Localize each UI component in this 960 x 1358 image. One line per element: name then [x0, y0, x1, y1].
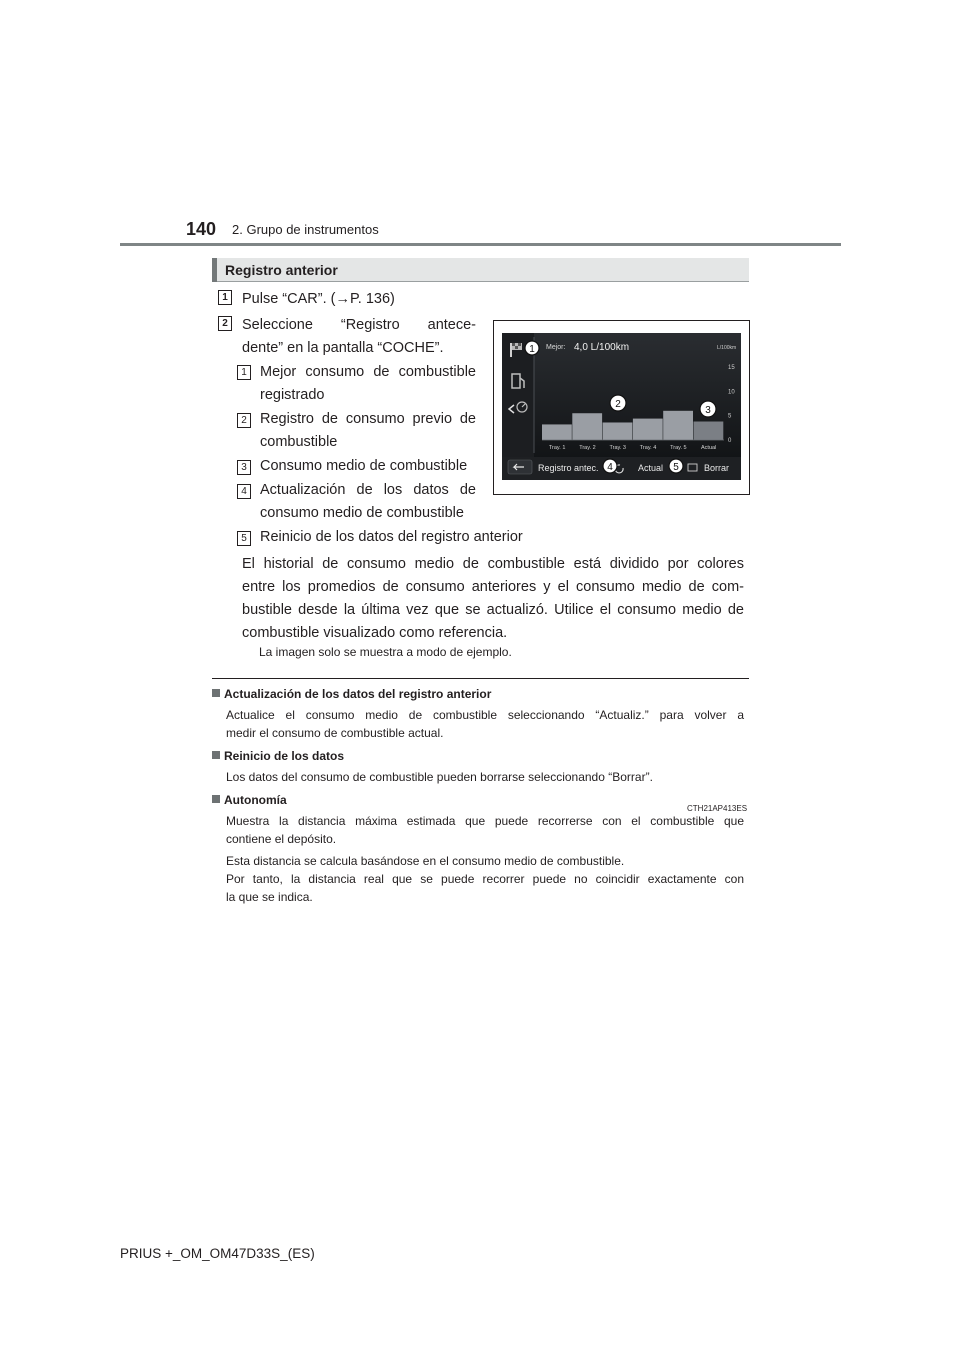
body-paragraph-line: bustible desde la última vez que se actualizó. Utilice el consumo medio de: [242, 602, 744, 618]
info-text: medir el consumo de combustible actual.: [226, 726, 444, 740]
info-text: Actualice el consumo medio de combustible seleccionando “Actualiz.” para volver a: [226, 708, 744, 722]
callout-number: 2: [237, 413, 251, 428]
display-screen: [502, 333, 741, 480]
unit-label: L/100km: [717, 345, 737, 351]
callout-text: Actualización de los datos de: [260, 482, 476, 498]
svg-text:4: 4: [607, 462, 613, 473]
callout-marker: [610, 395, 626, 411]
step-number: 1: [218, 290, 232, 305]
step-number: 2: [218, 316, 232, 331]
info-heading: Reinicio de los datos: [212, 749, 344, 763]
best-value: 4,0 L/100km: [574, 342, 630, 353]
y-tick-label: 0: [728, 438, 732, 444]
callout-number: 1: [237, 365, 251, 380]
body-paragraph-line: combustible visualizado como referencia.: [242, 625, 508, 641]
best-label: Mejor:: [546, 344, 566, 351]
callout-marker: [603, 459, 617, 473]
callout-number: 3: [237, 460, 251, 475]
chapter-title: 2. Grupo de instrumentos: [232, 222, 379, 237]
x-tick-label: Tray. 4: [639, 445, 657, 451]
footer-model-code: PRIUS +_OM_OM47D33S_(ES): [120, 1246, 315, 1261]
bar: [603, 422, 633, 440]
info-heading: Actualización de los datos del registro anterior: [212, 687, 491, 701]
callout-text: Mejor consumo de combustible: [260, 364, 476, 380]
body-paragraph-line: entre los promedios de consumo anteriores y el consumo medio de com-: [242, 579, 744, 595]
callout-number: 5: [237, 531, 251, 546]
callout-text: Registro de consumo previo de: [260, 411, 476, 427]
step-text: dente” en la pantalla “COCHE”.: [242, 340, 444, 356]
y-tick-label: 15: [728, 365, 735, 371]
x-tick-label: Tray. 2: [579, 445, 596, 451]
callout-text: Reinicio de los datos del registro anterior: [260, 529, 523, 545]
callout-marker: [700, 401, 716, 417]
page-number: 140: [186, 219, 217, 239]
x-tick-label: Actual: [701, 445, 717, 451]
callout-marker: [669, 459, 683, 473]
callout-text: combustible: [260, 434, 338, 450]
bar: [663, 411, 693, 440]
step-text: Seleccione “Registro antece-: [242, 317, 476, 333]
info-text: la que se indica.: [226, 890, 313, 904]
clear-button[interactable]: Borrar: [704, 463, 730, 473]
bar: [633, 419, 663, 440]
screen-graphic: [502, 333, 741, 480]
svg-text:1: 1: [529, 344, 535, 355]
callout-text: Consumo medio de combustible: [260, 458, 468, 474]
history-button[interactable]: Registro antec.: [538, 463, 599, 473]
svg-text:5: 5: [673, 462, 679, 473]
example-note: La imagen solo se muestra a modo de ejemplo.: [259, 645, 512, 659]
info-text: Los datos del consumo de combustible pueden borrarse seleccionando “Borrar”.: [226, 770, 653, 784]
step-text: Pulse “CAR”. (→P. 136): [242, 291, 395, 307]
info-heading: Autonomía: [212, 793, 287, 807]
callout-marker: [525, 341, 539, 355]
x-tick-label: Tray. 5: [670, 445, 687, 451]
square-bullet-icon: [212, 689, 220, 697]
info-text: Muestra la distancia máxima estimada que puede recorrerse con el combustible que: [226, 814, 744, 828]
bar: [572, 413, 602, 440]
x-tick-label: Tray. 3: [609, 445, 627, 451]
header-rule: [120, 243, 841, 246]
bar: [694, 422, 724, 440]
y-tick-label: 10: [728, 389, 735, 396]
info-text: contiene el depósito.: [226, 832, 337, 846]
y-tick-label: 5: [728, 413, 732, 420]
update-button[interactable]: Actual: [638, 463, 664, 473]
callout-number: 4: [237, 484, 251, 499]
svg-text:3: 3: [705, 405, 711, 416]
info-text: Por tanto, la distancia real que se puede recorrer puede no coincidir exactamente con: [226, 872, 744, 886]
callout-text: consumo medio de combustible: [260, 505, 464, 521]
callout-text: registrado: [260, 387, 325, 403]
divider-rule: [212, 678, 749, 679]
square-bullet-icon: [212, 795, 220, 803]
section-title: Registro anterior: [225, 262, 338, 278]
section-accent: [212, 258, 217, 282]
x-tick-label: Tray. 1: [548, 445, 566, 451]
square-bullet-icon: [212, 751, 220, 759]
body-paragraph-line: El historial de consumo medio de combustible está dividido por colores: [242, 556, 744, 572]
svg-text:2: 2: [615, 399, 621, 410]
section-heading: [212, 258, 749, 282]
figure-code: CTH21AP413ES: [687, 804, 748, 813]
bar: [542, 424, 572, 440]
info-text: Esta distancia se calcula basándose en el consumo medio de combustible.: [226, 854, 625, 868]
